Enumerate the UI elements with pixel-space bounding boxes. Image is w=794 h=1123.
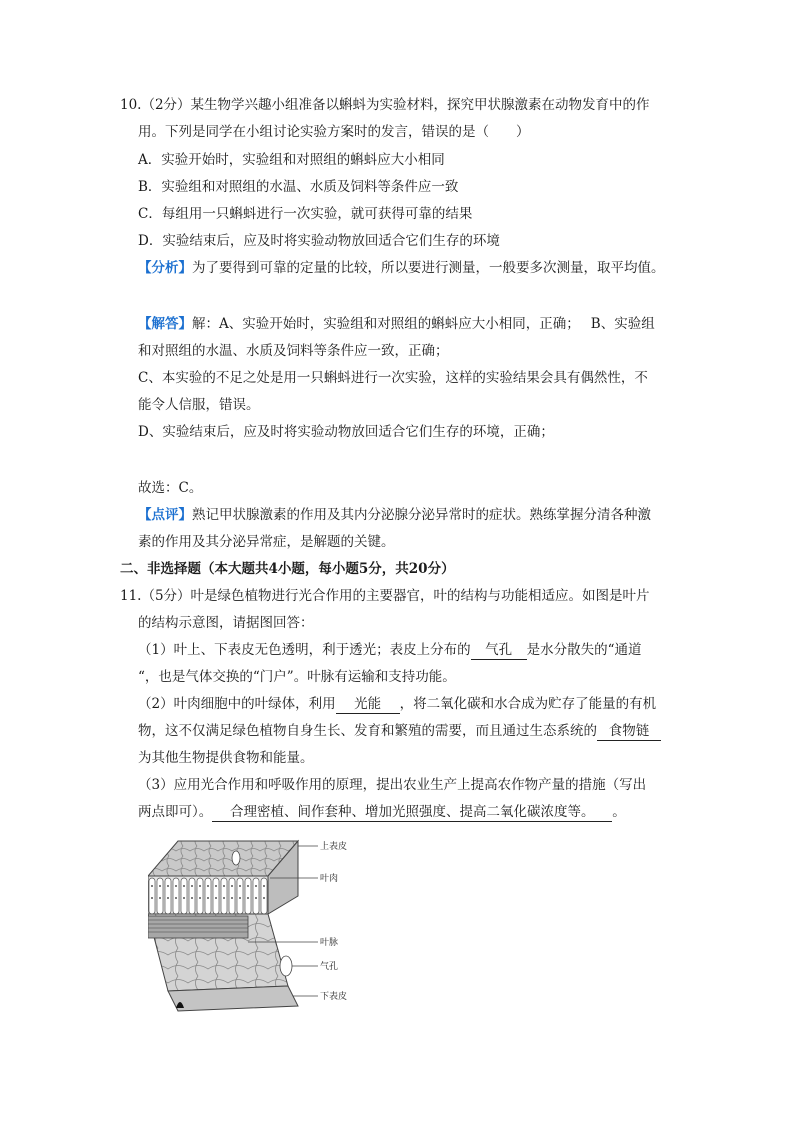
answer-blank-measures: 合理密植、间作套种、增加光照强度、提高二氧化碳浓度等。 [212,803,612,822]
q11-line1: 11.（5分）叶是绿色植物进行光合作用的主要器官，叶的结构与功能相适应。如图是叶片 [120,588,650,604]
q10-option-c: C．每组用一只蝌蚪进行一次实验，就可获得可靠的结果 [138,206,473,222]
answer-text-1: 解：A、实验开始时，实验组和对照组的蝌蚪应大小相同，正确； B、实验组 [192,316,655,332]
q10-comment-line2: 素的作用及其分泌异常症，是解题的关键。 [138,534,395,550]
comment-text-1: 熟记甲状腺激素的作用及其内分泌腺分泌异常时的症状。熟练掌握分清各种激 [192,507,651,523]
q10-header-cont: 用。下列是同学在小组讨论实验方案时的发言，错误的是（ ） [138,124,530,140]
q10-header: 10.（2分）某生物学兴趣小组准备以蝌蚪为实验材料，探究甲状腺激素在动物发育中的作 [120,97,650,113]
label-lower-epidermis: 下表皮 [320,992,348,1002]
q11-part3-text-b: 两点即可）。 [138,804,213,820]
comment-tag: 【点评】 [138,507,192,523]
label-vein: 叶脉 [320,938,339,948]
q11-part2-line2 [138,722,661,741]
q10-answer-line2: 和对照组的水温、水质及饲料等条件应一致，正确； [138,343,449,359]
q11-part1-line2: “，也是气体交换的“门户”。叶脉有运输和支持功能。 [138,669,456,685]
q10-comment-line1 [138,506,651,524]
q10-answer-line4: 能令人信服，错误。 [138,397,260,413]
q11-part1-text-a: （1）叶上、下表皮无色透明，利于透光；表皮上分布的 [138,642,471,658]
label-stomata: 气孔 [320,962,339,972]
section-heading: 二、非选择题（本大题共4小题，每小题5分，共20分） [120,561,455,577]
q10-choice: 故选：C。 [138,480,203,496]
q10-answer-line1 [138,315,655,333]
q10-option-b: B．实验组和对照组的水温、水质及饲料等条件应一致 [138,179,459,195]
label-upper-epidermis: 上表皮 [320,842,348,852]
q11-part2-text-c: 物，这不仅满足绿色植物自身生长、发育和繁殖的需要，而且通过生态系统的 [138,723,597,739]
q11-part3-line2 [138,803,626,822]
q10-option-a: A．实验开始时，实验组和对照组的蝌蚪应大小相同 [138,152,445,168]
q10-analysis [138,259,665,277]
answer-blank-food-chain: 食物链 [597,722,661,741]
answer-blank-light-energy: 光能 [336,695,400,714]
answer-blank-stomata: 气孔 [471,641,527,660]
analysis-text: 为了要得到可靠的定量的比较，所以要进行测量，一般要多次测量，取平均值。 [192,260,665,276]
analysis-tag: 【分析】 [138,260,192,276]
q11-part3-line1: （3）应用光合作用和呼吸作用的原理，提出农业生产上提高农作物产量的措施（写出 [138,777,647,793]
q10-answer-line5: D、实验结束后，应及时将实验动物放回适合它们生存的环境，正确； [138,424,554,440]
q11-part2-line1 [138,695,656,714]
q10-option-d: D．实验结束后，应及时将实验动物放回适合它们生存的环境 [138,233,500,249]
q11-line2: 的结构示意图，请据图回答： [138,615,314,631]
q11-part1-line1 [138,641,642,660]
label-mesophyll: 叶肉 [320,874,339,884]
leaf-structure-diagram [148,836,363,1016]
q11-part2-text-b: ，将二氧化碳和水合成为贮存了能量的有机 [399,696,657,712]
q11-part3-end: 。 [612,804,626,820]
q11-part2-line3: 为其他生物提供食物和能量。 [138,750,314,766]
answer-tag: 【解答】 [138,316,192,332]
q10-answer-line3: C、本实验的不足之处是用一只蝌蚪进行一次实验，这样的实验结果会具有偶然性，不 [138,370,648,386]
q11-part2-text-a: （2）叶肉细胞中的叶绿体，利用 [138,696,336,712]
q11-part1-text-b: 是水分散失的“通道 [526,642,642,658]
